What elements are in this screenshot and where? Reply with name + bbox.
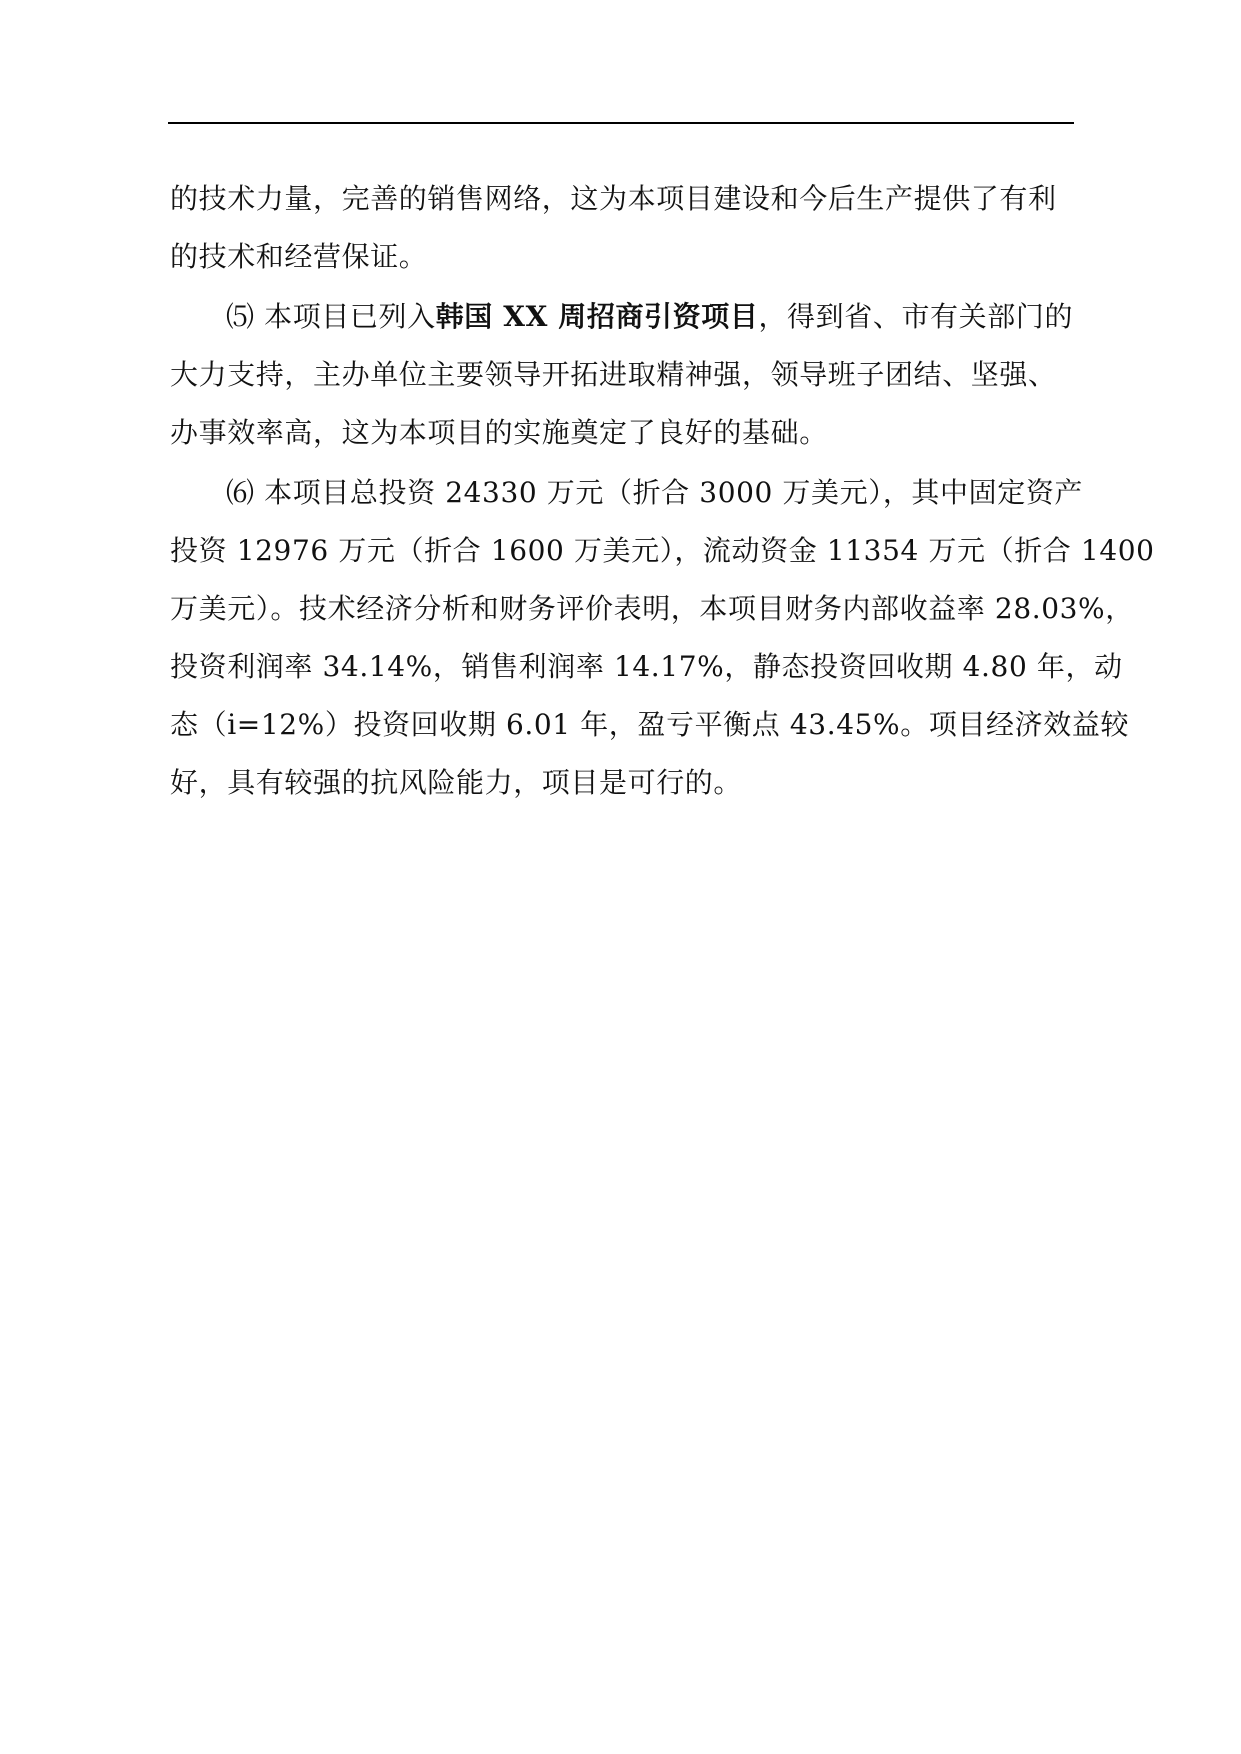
- text-line: [170, 288, 1074, 346]
- text-line: 好，具有较强的抗风险能力，项目是可行的。: [170, 766, 743, 799]
- header-rule: [168, 122, 1074, 124]
- text-line: 办事效率高，这为本项目的实施奠定了良好的基础。: [170, 416, 828, 449]
- text-line: 的技术力量，完善的销售网络，这为本项目建设和今后生产提供了有利: [170, 182, 1057, 215]
- paragraph-2-prefix: ⑸ 本项目已列入: [226, 300, 436, 333]
- text-line: 投资 12976 万元（折合 1600 万美元），流动资金 11354 万元（折合 1400: [170, 534, 1155, 567]
- text-line: 投资利润率 34.14%，销售利润率 14.17%，静态投资回收期 4.80 年，动: [170, 650, 1123, 683]
- paragraph-1: [170, 170, 1074, 286]
- body-text: [170, 170, 1155, 814]
- highlighted-project-name: 韩国 XX 周招商引资项目: [435, 300, 759, 333]
- text-line: 的技术和经营保证。: [170, 240, 428, 273]
- text-line: ⑹ 本项目总投资 24330 万元（折合 3000 万美元），其中固定资产: [226, 476, 1084, 509]
- text-line: 万美元）。技术经济分析和财务评价表明，本项目财务内部收益率 28.03%，: [170, 592, 1134, 625]
- paragraph-2-suffix: ，得到省、市有关部门的: [758, 300, 1074, 333]
- paragraph-2: [170, 288, 1074, 462]
- text-line: 大力支持，主办单位主要领导开拓进取精神强，领导班子团结、坚强、: [170, 358, 1057, 391]
- text-line: 态（i=12%）投资回收期 6.01 年，盈亏平衡点 43.45%。项目经济效益较: [170, 708, 1130, 741]
- paragraph-3: [170, 464, 1155, 812]
